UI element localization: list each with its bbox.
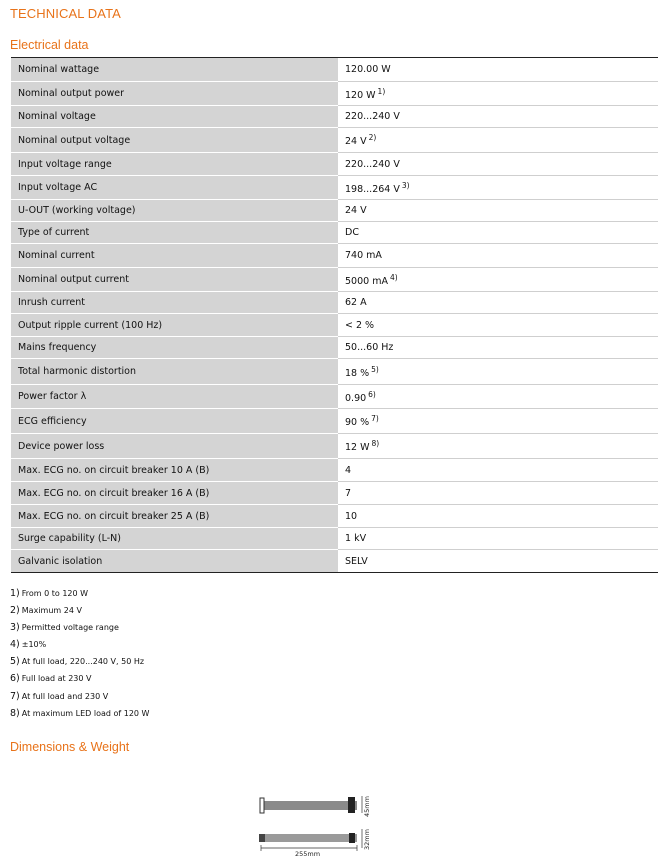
table-row <box>11 528 658 550</box>
footnote-number: 8) <box>10 707 20 719</box>
row-value: DC <box>345 227 359 238</box>
row-value: 24 V <box>345 136 367 147</box>
row-label: Nominal output voltage <box>11 128 338 153</box>
table-row <box>11 128 658 153</box>
row-label: Galvanic isolation <box>11 550 338 573</box>
table-row <box>11 505 658 528</box>
footnote-text: From 0 to 120 W <box>21 589 89 598</box>
table-row <box>11 459 658 482</box>
row-value: 740 mA <box>345 250 382 261</box>
row-value: 1 kV <box>345 533 367 544</box>
row-label: Nominal output current <box>11 268 338 292</box>
row-label: Type of current <box>11 222 338 244</box>
row-value: 10 <box>345 510 358 522</box>
row-value-cell <box>338 222 658 244</box>
row-label: Surge capability (L-N) <box>11 528 338 550</box>
row-label: Nominal current <box>11 244 338 268</box>
row-label: Total harmonic distortion <box>11 359 338 385</box>
row-value-cell <box>338 337 658 359</box>
row-value-cell <box>338 528 658 550</box>
row-value-cell <box>338 434 658 459</box>
row-value-cell <box>338 409 658 434</box>
table-row <box>11 482 658 505</box>
table-row <box>11 314 658 337</box>
row-value-cell <box>338 128 658 153</box>
table-row <box>11 200 658 222</box>
row-value-cell <box>338 176 658 200</box>
footnote-number: 6) <box>10 673 20 685</box>
footnote-text: At full load, 220...240 V, 50 Hz <box>21 657 145 667</box>
footnote <box>10 708 149 725</box>
driver-outline-drawing <box>255 793 375 861</box>
footnote-number: 5) <box>10 656 20 668</box>
row-value: 12 W <box>345 442 370 453</box>
table-row <box>11 268 658 292</box>
row-label: Nominal voltage <box>11 106 338 128</box>
row-value-cell <box>338 550 658 573</box>
dimensions-heading: Dimensions & Weight <box>10 740 130 754</box>
footnote <box>10 656 149 673</box>
row-value-cell <box>338 385 658 409</box>
row-value-cell <box>338 505 658 528</box>
footnote <box>10 622 149 639</box>
row-label: Max. ECG no. on circuit breaker 25 A (B) <box>11 505 338 528</box>
footnote-ref: 3) <box>401 180 410 190</box>
row-value: 62 A <box>345 297 367 308</box>
table-row <box>11 244 658 268</box>
row-value-cell <box>338 200 658 222</box>
row-value-cell <box>338 244 658 268</box>
footnote-ref: 2) <box>368 133 377 142</box>
height-dimension-label: 45mm <box>363 796 371 817</box>
row-value-cell <box>338 359 658 385</box>
table-row <box>11 550 658 573</box>
row-label: Max. ECG no. on circuit breaker 10 A (B) <box>11 459 338 482</box>
row-label: Input voltage AC <box>11 176 338 200</box>
row-value: 90 % <box>345 417 370 428</box>
footnote-ref: 7) <box>371 414 379 423</box>
row-value: 220...240 V <box>345 111 400 122</box>
table-row <box>11 385 658 409</box>
electrical-data-heading: Electrical data <box>10 38 89 52</box>
footnote <box>10 588 149 605</box>
footnote-ref: 1) <box>377 86 386 96</box>
footnotes <box>10 588 149 725</box>
row-label: ECG efficiency <box>11 409 338 434</box>
footnote <box>10 605 149 622</box>
electrical-data-table <box>11 57 658 573</box>
table-row <box>11 106 658 128</box>
row-value: 50...60 Hz <box>345 342 394 353</box>
row-value-cell <box>338 292 658 314</box>
footnote <box>10 691 149 708</box>
row-value-cell <box>338 106 658 128</box>
row-value: < 2 % <box>345 319 375 331</box>
row-value: 198...264 V <box>345 183 400 195</box>
table-row <box>11 359 658 385</box>
footnote-ref: 5) <box>371 364 379 374</box>
row-value-cell <box>338 268 658 292</box>
row-label: Max. ECG no. on circuit breaker 16 A (B) <box>11 482 338 505</box>
row-value: 120 W <box>345 89 376 101</box>
footnote-number: 1) <box>10 588 20 599</box>
row-value-cell <box>338 314 658 337</box>
row-value: 18 % <box>345 367 370 379</box>
table-row <box>11 153 658 176</box>
table-row <box>11 292 658 314</box>
footnote-ref: 8) <box>371 439 380 448</box>
row-label: Device power loss <box>11 434 338 459</box>
row-label: Power factor λ <box>11 385 338 409</box>
row-value: 4 <box>345 464 352 476</box>
footnote-ref: 6) <box>368 389 376 399</box>
footnote-ref: 4) <box>389 272 398 282</box>
row-value-cell <box>338 58 658 82</box>
footnote-text: Maximum 24 V <box>21 606 82 616</box>
row-label: Mains frequency <box>11 337 338 359</box>
table-row <box>11 409 658 434</box>
row-label: Nominal output power <box>11 82 338 106</box>
table-row <box>11 434 658 459</box>
depth-dimension-label: 32mm <box>363 829 371 850</box>
footnote-text: At maximum LED load of 120 W <box>21 708 150 718</box>
dimension-drawing <box>255 793 375 861</box>
footnote-text: At full load and 230 V <box>21 691 109 701</box>
page-title: TECHNICAL DATA <box>10 6 121 21</box>
width-dimension-label: 255mm <box>295 850 321 858</box>
row-value: 24 V <box>345 205 367 216</box>
table-row <box>11 82 658 106</box>
table-row <box>11 222 658 244</box>
footnote-text: ±10% <box>21 640 47 650</box>
table-row <box>11 337 658 359</box>
row-label: Input voltage range <box>11 153 338 176</box>
row-value: 7 <box>345 487 352 499</box>
footnote-text: Permitted voltage range <box>21 623 119 633</box>
footnote-number: 7) <box>10 690 20 702</box>
row-label: U-OUT (working voltage) <box>11 200 338 222</box>
table-row <box>11 58 658 82</box>
row-value: SELV <box>345 555 368 567</box>
row-label: Inrush current <box>11 292 338 314</box>
footnote <box>10 673 149 690</box>
row-value-cell <box>338 459 658 482</box>
row-value: 220...240 V <box>345 158 400 170</box>
row-label: Output ripple current (100 Hz) <box>11 314 338 337</box>
table-row <box>11 176 658 200</box>
row-label: Nominal wattage <box>11 58 338 82</box>
row-value: 120.00 W <box>345 64 391 75</box>
footnote-number: 3) <box>10 622 20 634</box>
footnote-text: Full load at 230 V <box>21 674 92 684</box>
row-value: 5000 mA <box>345 275 388 287</box>
row-value-cell <box>338 82 658 106</box>
footnote-number: 4) <box>10 639 20 651</box>
footnote-number: 2) <box>10 605 20 617</box>
row-value-cell <box>338 153 658 176</box>
row-value: 0.90 <box>345 392 367 404</box>
footnote <box>10 639 149 656</box>
row-value-cell <box>338 482 658 505</box>
